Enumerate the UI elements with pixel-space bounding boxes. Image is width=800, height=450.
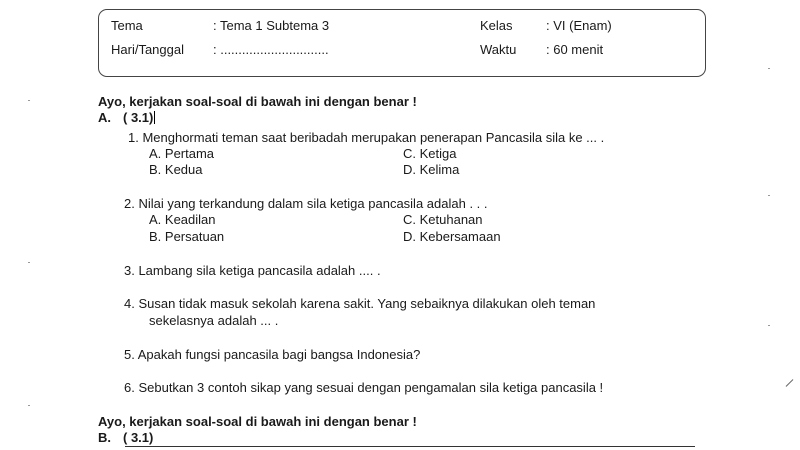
q1-option-b: B. Kedua xyxy=(149,162,203,177)
q2-option-d: D. Kebersamaan xyxy=(403,229,501,244)
section-a-instruction: Ayo, kerjakan soal-soal di bawah ini dengan benar ! xyxy=(98,94,417,109)
section-b-instruction: Ayo, kerjakan soal-soal di bawah ini dengan benar ! xyxy=(98,414,417,429)
q1-option-a: A. Pertama xyxy=(149,146,215,161)
section-a-code-text: ( 3.1) xyxy=(123,110,154,125)
q2-option-b: B. Persatuan xyxy=(149,229,225,244)
scan-speck xyxy=(768,68,770,69)
question-2: 2. Nilai yang terkandung dalam sila ketiga pancasila adalah . . . xyxy=(124,196,488,211)
tema-value: : Tema 1 Subtema 3 xyxy=(213,18,330,33)
waktu-value: : 60 menit xyxy=(546,42,604,57)
question-4-line-2: sekelasnya adalah ... . xyxy=(149,313,279,328)
question-4-line-1: 4. Susan tidak masuk sekolah karena sakit. Yang sebaiknya dilakukan oleh teman xyxy=(124,296,596,311)
header-box xyxy=(98,9,706,77)
scan-mark xyxy=(786,379,794,387)
text-cursor xyxy=(154,111,155,124)
question-1: 1. Menghormati teman saat beribadah merupakan penerapan Pancasila sila ke ... . xyxy=(128,130,605,145)
tema-label: Tema xyxy=(111,18,143,33)
waktu-label: Waktu xyxy=(480,42,517,57)
kelas-label: Kelas xyxy=(480,18,513,33)
question-6: 6. Sebutkan 3 contoh sikap yang sesuai dengan pengamalan sila ketiga pancasila ! xyxy=(124,380,604,395)
section-a-letter: A. xyxy=(98,110,111,125)
scan-speck xyxy=(768,325,770,326)
q1-option-c: C. Ketiga xyxy=(403,146,457,161)
section-b-code: ( 3.1) xyxy=(123,430,154,445)
question-3: 3. Lambang sila ketiga pancasila adalah .... . xyxy=(124,263,381,278)
q2-option-a: A. Keadilan xyxy=(149,212,216,227)
hari-label: Hari/Tanggal xyxy=(111,42,184,57)
q2-option-c: C. Ketuhanan xyxy=(403,212,483,227)
scan-speck xyxy=(768,195,770,196)
kelas-value: : VI (Enam) xyxy=(546,18,612,33)
scan-speck xyxy=(28,100,30,101)
scan-speck xyxy=(28,405,30,406)
scan-speck xyxy=(28,262,30,263)
section-b-letter: B. xyxy=(98,430,111,445)
answer-line xyxy=(125,446,695,447)
q1-option-d: D. Kelima xyxy=(403,162,460,177)
question-5: 5. Apakah fungsi pancasila bagi bangsa Indonesia? xyxy=(124,347,421,362)
hari-value: : .............................. xyxy=(213,42,329,57)
section-a-code xyxy=(123,110,155,125)
